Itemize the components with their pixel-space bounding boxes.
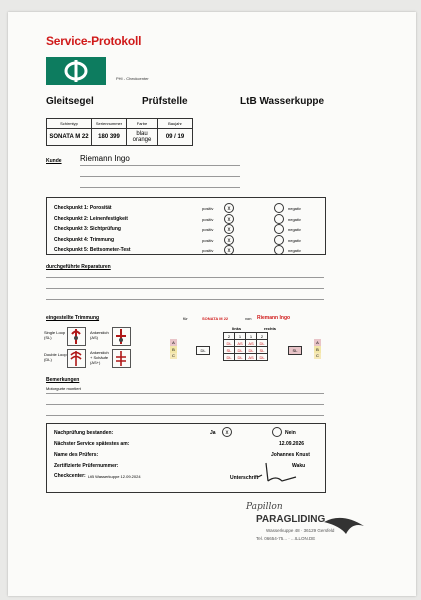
checkpoint-positiv-label: positiv [202,216,214,222]
pruefer-value: Johannes Knust [271,452,310,458]
trim-cell: DL [246,347,257,354]
document-page [8,12,416,596]
double-loop-label: Double Loop (DL) [44,352,67,362]
pruefer-label: Name des Prüfers: [54,452,99,458]
checkpoint-positiv-label: positiv [202,248,214,253]
single-anchor-label: Ankerstich (AS) [90,330,109,340]
repairs-line-2 [46,288,324,289]
checkcenter-footer-label: Checkcenter: [54,473,86,479]
checkpoint-label: Checkpunkt 3: Sichtprüfung [54,226,121,232]
abc-left-a: A [170,339,177,346]
trim-cell: AS [246,340,257,347]
trimming-von: von [245,316,252,321]
checkpoint-label: Checkpunkt 1: Porosität [54,205,112,211]
trim-col-3: 1 [246,333,257,340]
equipment-table [46,118,193,146]
checkpoint-negativ-checkbox[interactable] [274,245,284,255]
trim-cell: AS [246,354,257,361]
bemerkungen-text: Motorgurte montiert [46,386,81,391]
checkpoint-negativ-checkbox[interactable] [274,214,284,224]
kunde-line-3 [80,187,240,188]
double-anchor-label: Ankerstich + Schäufe (AS+) [90,350,109,365]
checkpoint-positiv-label: positiv [202,237,214,243]
single-loop-label: Single Loop (SL) [44,330,66,340]
stamp-tel: Tel. 06654-75... · ...ILLON.DE [256,536,316,541]
single-loop-diagram [67,327,86,346]
ja-label: Ja [210,430,216,436]
signature-label: Unterschrift [230,475,259,481]
checkpoint-label: Checkpunkt 4: Trimmung [54,236,115,243]
stamp-brand: PARAGLIDING [256,514,326,525]
heading-gleitsegel: Gleitsegel [46,96,94,107]
trim-box-left: DL [196,346,210,355]
checkpoint-negativ-checkbox[interactable] [274,224,284,234]
pruefernummer-value: Waku [292,463,306,469]
checkcenter-tagline: PHI - Checkcenter [116,76,149,81]
checkpoint-positiv-checkbox[interactable]: x [224,224,234,234]
trim-col-2: 1 [235,333,246,340]
company-stamp [226,502,366,562]
value-schirmtyp: SONATA M 22 [47,129,92,146]
heading-pruefstelle: Prüfstelle [142,96,188,107]
trim-cell: DL [224,354,235,361]
handwritten-signature [256,459,316,490]
trimming-glider: SONATA M 22 [202,316,229,321]
checkpoint-negativ-label: negativ [288,216,301,222]
trim-cell: DL [235,347,246,354]
trim-cell: DL [257,354,268,361]
value-farbe: blau orange [127,129,158,146]
phi-logo [46,57,106,85]
checkpoint-positiv-checkbox[interactable]: x [224,203,234,213]
nein-checkbox[interactable] [272,427,282,437]
checkpoint-negativ-checkbox[interactable] [274,235,284,245]
trim-rechts: rechts [264,326,277,331]
stamp-bird-icon [322,504,366,544]
bemerkungen-line-3 [46,415,324,416]
trim-box-right: SL [288,346,302,355]
checkpoint-negativ-label: negativ [288,227,301,232]
abc-right-b: B [314,346,321,353]
checkpoint-negativ-checkbox[interactable] [274,203,284,213]
trim-cell: SL [224,347,235,354]
repairs-label: durchgeführte Reparaturen [46,264,111,270]
passed-label: Nachprüfung bestanden: [54,430,114,436]
kunde-label: Kunde [46,158,62,164]
header-schirmtyp: Schirmtyp [47,119,92,129]
form-title: Service-Protokoll [46,34,142,48]
trim-cell: DL [224,340,235,347]
trim-cell: DL [257,340,268,347]
stamp-brand-script: Papillon [246,502,283,512]
value-baujahr: 09 / 19 [158,129,193,146]
header-baujahr: Baujahr [158,119,193,129]
abc-left [170,339,177,359]
header-farbe: Farbe [127,119,158,129]
checkcenter-footer-value: LtB Wasserkuppe 12.09.2024 [88,474,141,479]
trim-cell: DL [235,354,246,361]
double-loop-diagram [67,349,86,368]
checkpoint-positiv-checkbox[interactable]: x [224,235,234,245]
bemerkungen-label: Bemerkungen [46,377,80,383]
abc-right-c: C [314,353,321,359]
abc-right [314,339,321,359]
kunde-line-2 [80,176,240,177]
checkpoint-positiv-checkbox[interactable]: x [224,214,234,224]
abc-right-a: A [314,339,321,346]
checkpoint-negativ-label: negativ [288,206,301,211]
checkpoint-label: Checkpunkt 2: Leinenfestigkeit [54,215,128,222]
trimming-fuer: für [183,316,188,321]
checkpoint-positiv-label: positiv [202,227,214,232]
trim-col-4: 2 [257,333,268,340]
stamp-address: Wasserkuppe 48 · 36129 Gersfeld [266,528,335,533]
checkpoint-label: Checkpunkt 5: Bettsometer-Test [54,247,131,253]
trim-cell: SL [257,347,268,354]
trim-links: links [232,326,242,331]
single-anchor-diagram [112,327,131,346]
value-seriennummer: 180 399 [92,129,127,146]
abc-left-b: B [170,346,177,353]
checkpoint-negativ-label: negativ [288,248,301,253]
ja-checkbox[interactable]: x [222,427,232,437]
repairs-line-1 [46,277,324,278]
checkpoint-positiv-label: positiv [202,206,214,211]
heading-station: LtB Wasserkuppe [240,96,325,107]
header-seriennummer: Seriennummer [92,119,127,129]
pruefernummer-label: Zertifizierte Prüfernummer: [54,463,119,469]
abc-left-c: C [170,353,177,359]
kunde-value: Riemann Ingo [80,154,130,163]
trim-grid [223,332,268,361]
trimming-label: eingestellte Trimmung [46,315,100,321]
repairs-line-3 [46,299,324,300]
trim-col-1: 2 [224,333,235,340]
double-anchor-diagram [112,349,131,368]
nein-label: Nein [285,430,296,436]
bemerkungen-line-2 [46,404,324,405]
trim-cell: AS [235,340,246,347]
next-service-value: 12.09.2026 [279,441,305,447]
checkpoint-negativ-label: negativ [288,237,301,243]
bemerkungen-line-1 [46,393,324,394]
kunde-line-1 [80,165,240,166]
trimming-owner: Riemann Ingo [257,315,291,321]
next-service-label: Nächster Service spätestes am: [54,441,130,447]
checkpoint-positiv-checkbox[interactable]: x [224,245,234,255]
